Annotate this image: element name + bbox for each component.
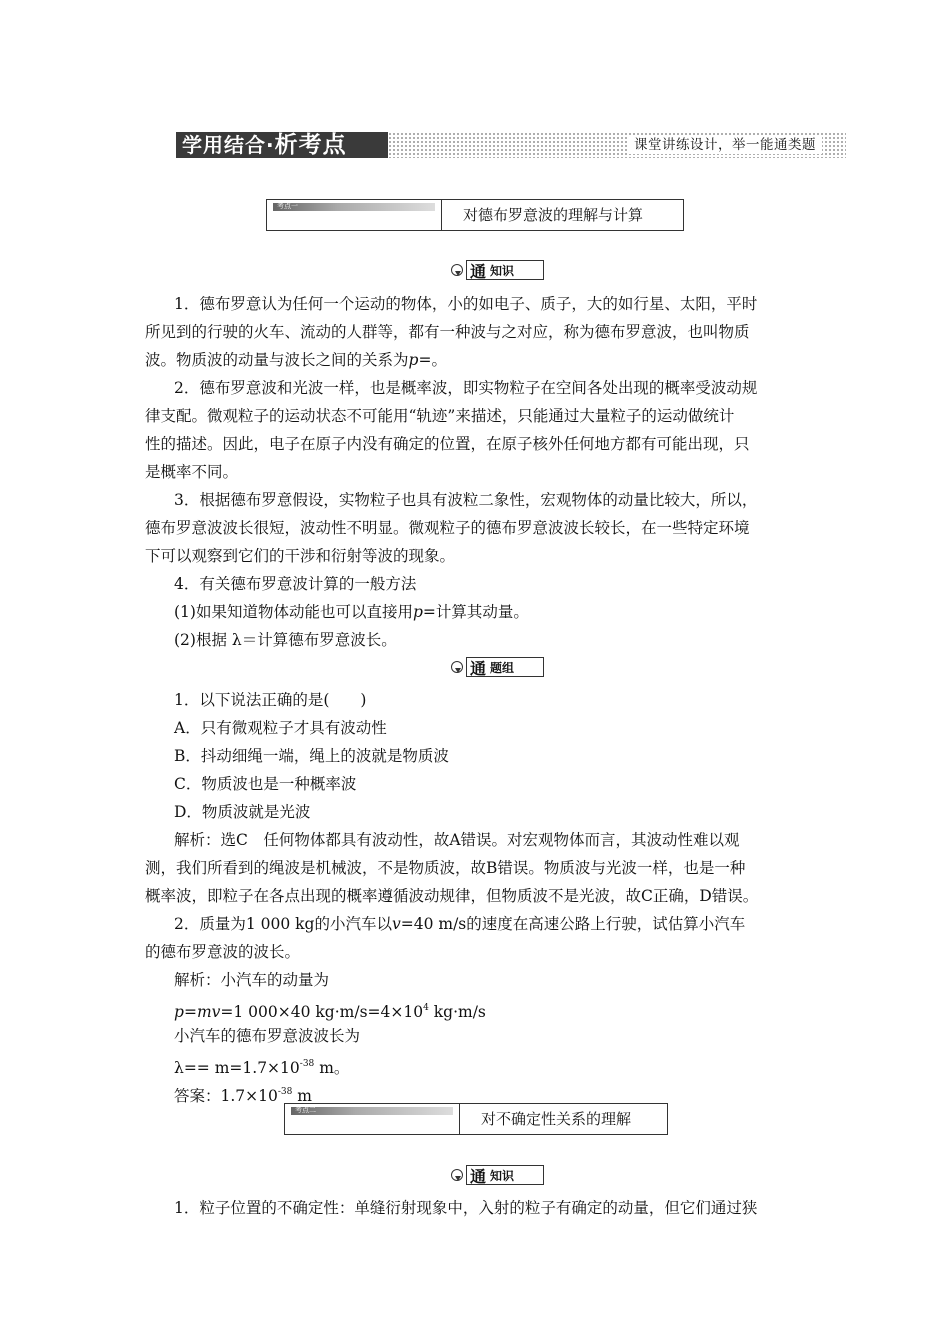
option-d: D．物质波就是光波 [174,803,311,821]
topic-title-2: 对不确定性关系的理解 [481,1110,632,1128]
question-2: 2．质量为1 000 kg的小汽车以v=40 m/s的速度在高速公路上行驶，试估算小汽车 [174,915,746,933]
text-line: 2．德布罗意波和光波一样，也是概率波，即实物粒子在空间各处出现的概率受波动规 [174,379,758,397]
topic-tag-2: 考点二 [291,1107,453,1115]
text-line: (2)根据 λ＝计算德布罗意波长。 [174,631,397,649]
analysis-line: 解析：选C 任何物体都具有波动性，故A错误。对宏观物体而言，其波动性难以观 [174,831,740,849]
section-banner [176,132,846,158]
option-c: C．物质波也是一种概率波 [174,775,357,793]
topic-title-1: 对德布罗意波的理解与计算 [463,206,644,224]
text-line: 4．有关德布罗意波计算的一般方法 [174,575,417,593]
badge-problems: 通 题组 [450,656,544,678]
text-line: 1．粒子位置的不确定性：单缝衍射现象中，入射的粒子有确定的动量，但它们通过狭 [174,1199,758,1217]
text-line: 是概率不同。 [145,463,239,481]
banner-title-part2: 析考点 [274,132,347,158]
badge-pin-icon [450,263,464,277]
option-b: B．抖动细绳一端，绳上的波就是物质波 [174,747,449,765]
text-line: 律支配。微观粒子的运动状态不可能用“轨迹”来描述，只能通过大量粒子的运动做统计 [145,407,735,425]
banner-dotted-bar [388,132,846,158]
topic-box-1 [266,199,684,231]
text-line: 性的描述。因此，电子在原子内没有确定的位置，在原子核外任何地方都有可能出现，只 [145,435,750,453]
analysis-line: 概率波，即粒子在各点出现的概率遵循波动规律，但物质波不是光波，故C正确，D错误。 [145,887,759,905]
text-line: 1．德布罗意认为任何一个运动的物体，小的如电子、质子，大的如行星、太阳，平时 [174,295,758,313]
option-a: A．只有微观粒子才具有波动性 [174,719,387,737]
banner-subtitle: 课堂讲练设计，举一能通类题 [628,136,822,154]
question-1: 1．以下说法正确的是( ) [174,691,367,709]
topic-divider [459,1104,460,1134]
topic-divider [441,200,442,230]
topic-tag-1: 考点一 [273,203,435,211]
question-2-cont: 的德布罗意波的波长。 [145,943,301,961]
text-line: 德布罗意波波长很短，波动性不明显。微观粒子的德布罗意波波长较长，在一些特定环境 [145,519,750,537]
topic-box-2 [284,1103,668,1135]
text-line: (1)如果知道物体动能也可以直接用p=计算其动量。 [174,603,529,621]
solution-formula: $\lambda== m=1.7\times 10^{-38}$ m。 [174,1059,350,1077]
badge-knowledge-2: 通 知识 [450,1164,544,1186]
banner-title-part1: 学用结合· [182,133,275,157]
text-line: 波。物质波的动量与波长之间的关系为p=。 [145,351,447,369]
banner-title [176,132,388,158]
analysis-line: 测，我们所看到的绳波是机械波，不是物质波，故B错误。物质波与光波一样，也是一种 [145,859,746,877]
solution-line: 小汽车的德布罗意波波长为 [174,1027,361,1045]
text-line: 所见到的行驶的火车、流动的人群等，都有一种波与之对应，称为德布罗意波，也叫物质 [145,323,750,341]
answer-line: 答案：$1.7\times 10^{-38}$ m [174,1087,312,1105]
solution-line: 解析：小汽车的动量为 [174,971,330,989]
solution-formula: p=mv=1 000×40 $kg\cdot m/s=4\times 10^4$ kg·m/s [174,1003,486,1021]
text-line: 3．根据德布罗意假设，实物粒子也具有波粒二象性，宏观物体的动量比较大，所以， [174,491,758,509]
badge-knowledge-1: 通 知识 [450,259,544,281]
text-line: 下可以观察到它们的干涉和衍射等波的现象。 [145,547,456,565]
badge-pin-icon [450,660,464,674]
badge-pin-icon [450,1168,464,1182]
